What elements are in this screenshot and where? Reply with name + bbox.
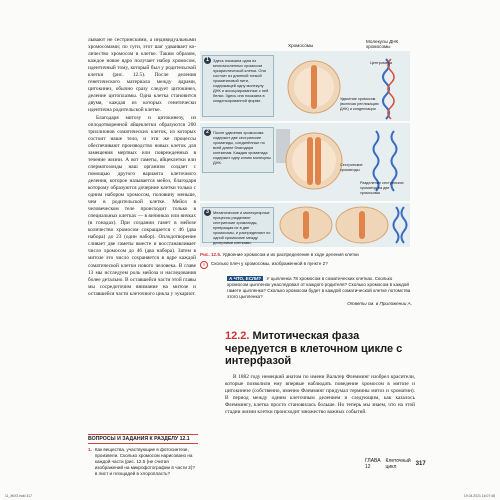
- question-icon: ?: [200, 261, 208, 269]
- section-heading: [225, 330, 415, 368]
- panel-text-box: [202, 127, 274, 173]
- figure-panel-3: [200, 203, 410, 247]
- label-duplication: Удвоение хромосом (включая репликацию ДНК) и конденсация: [340, 97, 379, 111]
- footer-chapter-title: Клеточный цикл: [385, 458, 411, 470]
- what-if-text: У цыпленка 78 хромосом в соматических клетках. Сколько хромосом цыпленок унаследовал от каждого родителя? Сколько хромосом в каждой гамете цыпленка? Сколько хромосом будет в каждой соматической клетке потомства этого цыпленка?: [227, 276, 411, 299]
- caption-question-text: Сколько плеч у хромосомы, изображенной в пункте 2?: [211, 261, 328, 266]
- label-chromosomes: Хромосомы: [288, 43, 314, 48]
- section-12-2: [225, 330, 415, 416]
- caption-label: Рис. 12.5.: [200, 252, 222, 257]
- step-number: 1: [204, 57, 211, 64]
- what-if-content: [227, 276, 412, 300]
- slug-right: 19.04.2021 16:07:48: [463, 494, 495, 498]
- panel-text-box: [202, 207, 274, 243]
- answers-note: Ответы см. в Приложении А.: [347, 301, 412, 306]
- page-number: 317: [415, 461, 426, 467]
- what-if-box: [227, 276, 412, 307]
- slug-left: 11_ЖИЗ.indd 317: [5, 494, 32, 498]
- label-dna-molecules: Молекулы ДНК хромосомы: [366, 39, 399, 49]
- footer-chapter: ГЛАВА 12: [365, 458, 381, 470]
- caption-line: [200, 252, 415, 258]
- questions-box: [88, 434, 198, 474]
- caption-text: Удвоение хромосом и их распределение в ходе деления клетки: [222, 252, 359, 257]
- left-text-column: [88, 37, 196, 298]
- figure-panel-1: [200, 51, 410, 121]
- what-if-tag: А ЧТО, ЕСЛИ?: [229, 276, 262, 281]
- label-centromere: Центромера: [370, 61, 392, 65]
- panel-text: Механические и молекулярные процессы разделяют сестринские хроматиды, превращая их в две хромосомы, и распределяют по одной хромосоме между дочерними клетками.: [213, 210, 271, 245]
- label-separation: Разделение сестринских хроматид на две хромосомы: [360, 181, 404, 195]
- page-footer: [365, 458, 425, 470]
- question-text: Как вещества, участвующие в фотосинтезе, произвели. Сколько хромосом нарисовано на каждой части (рис. 12.5 (не считая изображений на микрофотографии в части 2)? в лист и площадей в хлоропласть?: [94, 447, 195, 476]
- question-item: [88, 447, 198, 477]
- label-sister-chromatids: Сестринские хроматиды: [340, 163, 363, 172]
- section-number: 12.2.: [225, 330, 250, 342]
- paragraph: Благодаря митозу и цитокинезу, из оплодотворенной яйцеклетки образуются 200 триллионов соматических клеток, из которых состоит наше тело, и эти же процессы обеспечивают производство новых клеток для замещения мертвых или поврежденных в течение жизни. А вот гаметы, яйцеклетки или сперматозоиды наш организм создает с помощью другого варианта клеточного деления, которое называется мейоз, благодаря которому образуются дочерние клетки только с одним набором хромосом, половину меньше, чем в родительской клетке. Мейоз в человеческом теле происходит только в специальных клетках — в яичниках или яичках (в гонадах). При создании гамет в мейозе количество хромосом сокращается с 46 (два набора) до 23 (один набор). Оплодотворение сливает две гаметы вместе и восстанавливает число хромосом до 46 (два набора). Затем в митозе это число сохраняется в ядре каждой соматической клетки нового человека. В главе 13 мы исследуем роль мейоза и наследования более детально. В оставшейся части этой главы мы сосредоточим внимание на митозе и оставшейся части клеточного цикла у эукариот.: [88, 114, 196, 297]
- questions-title: ВОПРОСЫ И ЗАДАНИЯ К РАЗДЕЛУ 12.1: [88, 434, 198, 444]
- panel-text: Здесь показана одна из многочисленных хромосом эукариотической клетки. Она состоит из длинной тонкой хроматиновой нити, содержащей одну молекулу ДНК и ассоциированные с ней белки. Здесь она показана в конденсированной форме.: [213, 58, 269, 103]
- print-slug: [5, 494, 495, 498]
- caption-question: [200, 261, 415, 269]
- figure-chromosome-duplication: [200, 37, 410, 247]
- chromosome-illustration-3: [276, 203, 410, 247]
- panel-text-box: [202, 55, 274, 117]
- panel-text: После удвоения хромосома содержит две сестринские хроматиды, соединённые по всей длине благодаря когезинам. Каждая хроматида содержит одну копию молекулы ДНК.: [213, 130, 271, 165]
- figure-caption: [200, 252, 415, 269]
- section-body: В 1882 году немецкий анатом по имени Вальтер Флемминг изобрел красители, которые позволили ему впервые наблюдать поведение хромосом в митозе и цитокинезе (собственно, именно Флемминг придумал термины митоз и хроматин). В период между одним клеточным делением и следующим, как казалось Флеммингу, клетка просто становилась больше. Но теперь мы знаем, что на этой стадии жизни клетки происходит множество важных событий.: [225, 373, 415, 415]
- paragraph: лывают не сестринскими, а индивидуальными хромосомами; по сути, этот шаг удваивает количество хромосом в клетке. Таким образом, каждое новое ядро получает набор хромосом, идентичный тому, который был у родительской клетки (рис. 12.5). После деления генетического материала между ядрами, цитокинез, обычно сразу следует цитокинез, деление цитоплазмы. Одна клетка становится двумя, каждая из которых генетически идентична родительской клетке.: [88, 37, 196, 114]
- step-number: 3: [204, 209, 211, 216]
- section-title: Митотическая фаза чередуется в клеточном цикле с интерфазой: [225, 330, 403, 367]
- figure-panel-2: [200, 123, 410, 201]
- question-number: 1.: [88, 447, 92, 452]
- step-number: 2: [204, 129, 211, 136]
